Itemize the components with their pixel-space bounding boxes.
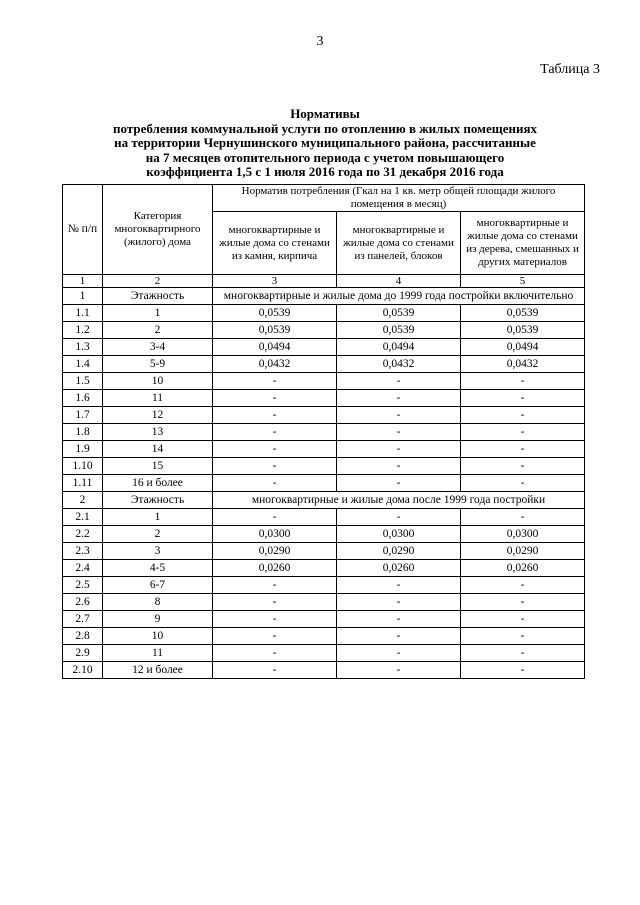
floors-cell: 1 [103, 509, 213, 526]
row-number-cell: 2.9 [63, 645, 103, 662]
norm-stone-cell: - [213, 594, 337, 611]
norm-stone-cell: 0,0260 [213, 560, 337, 577]
norm-panel-cell: - [337, 611, 461, 628]
floors-cell: 1 [103, 305, 213, 322]
column-number: 1 [63, 275, 103, 288]
table-row [63, 373, 585, 390]
norm-panel-cell: 0,0432 [337, 356, 461, 373]
norm-stone-cell: - [213, 458, 337, 475]
row-number-cell: 1.8 [63, 424, 103, 441]
row-number-cell: 2.3 [63, 543, 103, 560]
row-number-cell: 2.4 [63, 560, 103, 577]
norm-panel-cell: - [337, 509, 461, 526]
table-row [63, 628, 585, 645]
table-header-row [63, 185, 585, 212]
norm-panel-cell: - [337, 475, 461, 492]
table-row [63, 662, 585, 679]
row-number-cell: 1.9 [63, 441, 103, 458]
norm-stone-cell: 0,0539 [213, 305, 337, 322]
row-number-cell: 1.10 [63, 458, 103, 475]
norm-stone-cell: - [213, 645, 337, 662]
norm-panel-cell: - [337, 628, 461, 645]
norm-wood-cell: - [461, 390, 585, 407]
table-row [63, 543, 585, 560]
norm-panel-cell: 0,0539 [337, 322, 461, 339]
row-number-cell: 1.1 [63, 305, 103, 322]
row-number-cell: 1.3 [63, 339, 103, 356]
norm-panel-cell: 0,0260 [337, 560, 461, 577]
norm-wood-cell: - [461, 611, 585, 628]
floors-cell: 12 и более [103, 662, 213, 679]
table-row [63, 305, 585, 322]
row-number-cell: 2.2 [63, 526, 103, 543]
table-row [63, 560, 585, 577]
row-number-cell: 2.10 [63, 662, 103, 679]
norm-wood-cell: 0,0260 [461, 560, 585, 577]
norm-stone-cell: - [213, 662, 337, 679]
floors-cell: 4-5 [103, 560, 213, 577]
floors-cell: 5-9 [103, 356, 213, 373]
floors-cell: 12 [103, 407, 213, 424]
norm-stone-cell: - [213, 577, 337, 594]
norm-wood-cell: 0,0432 [461, 356, 585, 373]
norm-panel-cell: - [337, 458, 461, 475]
norm-stone-cell: - [213, 441, 337, 458]
norm-wood-cell: - [461, 628, 585, 645]
floors-cell: 2 [103, 526, 213, 543]
column-number: 5 [461, 275, 585, 288]
subheader-wood-mixed: многоквартирные и жилые дома со стенами из дерева, смешанных и других материалов [461, 212, 585, 275]
column-numbers-row [63, 275, 585, 288]
row-number-cell: 1.2 [63, 322, 103, 339]
norm-panel-cell: - [337, 390, 461, 407]
norm-panel-cell: 0,0494 [337, 339, 461, 356]
norm-wood-cell: - [461, 594, 585, 611]
norm-wood-cell: - [461, 373, 585, 390]
norm-wood-cell: - [461, 662, 585, 679]
norm-panel-cell: 0,0539 [337, 305, 461, 322]
row-number-cell: 1.6 [63, 390, 103, 407]
section-header-row [63, 288, 585, 305]
norm-wood-cell: 0,0539 [461, 322, 585, 339]
table-row [63, 458, 585, 475]
table-row [63, 611, 585, 628]
subheader-stone-brick: многоквартирные и жилые дома со стенами из камня, кирпича [213, 212, 337, 275]
norm-wood-cell: - [461, 577, 585, 594]
section-number: 1 [63, 288, 103, 305]
norm-wood-cell: - [461, 458, 585, 475]
floors-cell: 6-7 [103, 577, 213, 594]
norm-stone-cell: - [213, 390, 337, 407]
column-number: 2 [103, 275, 213, 288]
row-number-cell: 1.4 [63, 356, 103, 373]
table-row [63, 441, 585, 458]
table-row [63, 526, 585, 543]
title-line: Нормативы [290, 106, 360, 121]
norm-stone-cell: 0,0300 [213, 526, 337, 543]
floors-cell: 14 [103, 441, 213, 458]
table-row [63, 322, 585, 339]
norm-wood-cell: 0,0300 [461, 526, 585, 543]
row-number-cell: 1.5 [63, 373, 103, 390]
norm-wood-cell: - [461, 509, 585, 526]
section-title: многоквартирные и жилые дома до 1999 года постройки включительно [213, 288, 585, 305]
norm-stone-cell: - [213, 373, 337, 390]
table-row [63, 356, 585, 373]
norm-wood-cell: - [461, 424, 585, 441]
table-row [63, 339, 585, 356]
norm-stone-cell: - [213, 628, 337, 645]
norm-wood-cell: - [461, 407, 585, 424]
table-row [63, 577, 585, 594]
subheader-panel-block: многоквартирные и жилые дома со стенами из панелей, блоков [337, 212, 461, 275]
section-label: Этажность [103, 288, 213, 305]
table-row [63, 594, 585, 611]
floors-cell: 15 [103, 458, 213, 475]
row-number-cell: 2.7 [63, 611, 103, 628]
section-label: Этажность [103, 492, 213, 509]
norm-panel-cell: - [337, 441, 461, 458]
norm-stone-cell: - [213, 509, 337, 526]
row-number-cell: 1.11 [63, 475, 103, 492]
table-row [63, 645, 585, 662]
norm-panel-cell: - [337, 594, 461, 611]
table-row [63, 509, 585, 526]
norm-panel-cell: 0,0300 [337, 526, 461, 543]
column-header-number: № п/п [63, 185, 103, 275]
column-number: 3 [213, 275, 337, 288]
norm-panel-cell: - [337, 577, 461, 594]
norm-stone-cell: 0,0539 [213, 322, 337, 339]
row-number-cell: 2.8 [63, 628, 103, 645]
floors-cell: 16 и более [103, 475, 213, 492]
section-2-body [63, 492, 585, 679]
norm-stone-cell: - [213, 424, 337, 441]
floors-cell: 11 [103, 645, 213, 662]
table-label: Таблица 3 [540, 62, 600, 77]
floors-cell: 3-4 [103, 339, 213, 356]
section-title: многоквартирные и жилые дома после 1999 года постройки [213, 492, 585, 509]
norms-table [62, 184, 585, 679]
table-row [63, 424, 585, 441]
norm-stone-cell: - [213, 475, 337, 492]
section-header-row [63, 492, 585, 509]
norm-stone-cell: - [213, 407, 337, 424]
floors-cell: 10 [103, 628, 213, 645]
floors-cell: 9 [103, 611, 213, 628]
column-header-category: Категория многоквартирного (жилого) дома [103, 185, 213, 275]
norm-wood-cell: - [461, 645, 585, 662]
norm-stone-cell: 0,0494 [213, 339, 337, 356]
title-line: потребления коммунальной услуги по отоплению в жилых помещениях [113, 120, 537, 136]
norm-panel-cell: - [337, 373, 461, 390]
floors-cell: 2 [103, 322, 213, 339]
norm-panel-cell: - [337, 662, 461, 679]
table-row [63, 407, 585, 424]
norm-wood-cell: 0,0290 [461, 543, 585, 560]
section-number: 2 [63, 492, 103, 509]
title-line: коэффициента 1,5 с 1 июля 2016 года по 31 декабря 2016 года [146, 164, 504, 179]
row-number-cell: 2.5 [63, 577, 103, 594]
page-number: 3 [316, 34, 324, 49]
row-number-cell: 2.6 [63, 594, 103, 611]
row-number-cell: 2.1 [63, 509, 103, 526]
column-header-norm: Норматив потребления (Гкал на 1 кв. метр общей площади жилого помещения в месяц) [213, 185, 585, 212]
floors-cell: 8 [103, 594, 213, 611]
norm-wood-cell: 0,0494 [461, 339, 585, 356]
norm-wood-cell: - [461, 475, 585, 492]
norm-wood-cell: 0,0539 [461, 305, 585, 322]
title-line: на 7 месяцев отопительного периода с учетом повышающего [145, 149, 505, 165]
row-number-cell: 1.7 [63, 407, 103, 424]
column-number: 4 [337, 275, 461, 288]
floors-cell: 13 [103, 424, 213, 441]
title-line: на территории Чернушинского муниципального района, рассчитанные [114, 135, 536, 150]
floors-cell: 11 [103, 390, 213, 407]
norm-wood-cell: - [461, 441, 585, 458]
floors-cell: 3 [103, 543, 213, 560]
norm-stone-cell: 0,0290 [213, 543, 337, 560]
section-1-body [63, 288, 585, 492]
norm-stone-cell: 0,0432 [213, 356, 337, 373]
norm-panel-cell: - [337, 424, 461, 441]
norm-panel-cell: 0,0290 [337, 543, 461, 560]
norm-stone-cell: - [213, 611, 337, 628]
norm-panel-cell: - [337, 645, 461, 662]
floors-cell: 10 [103, 373, 213, 390]
table-row [63, 390, 585, 407]
norm-panel-cell: - [337, 407, 461, 424]
document-title [60, 107, 590, 180]
table-row [63, 475, 585, 492]
